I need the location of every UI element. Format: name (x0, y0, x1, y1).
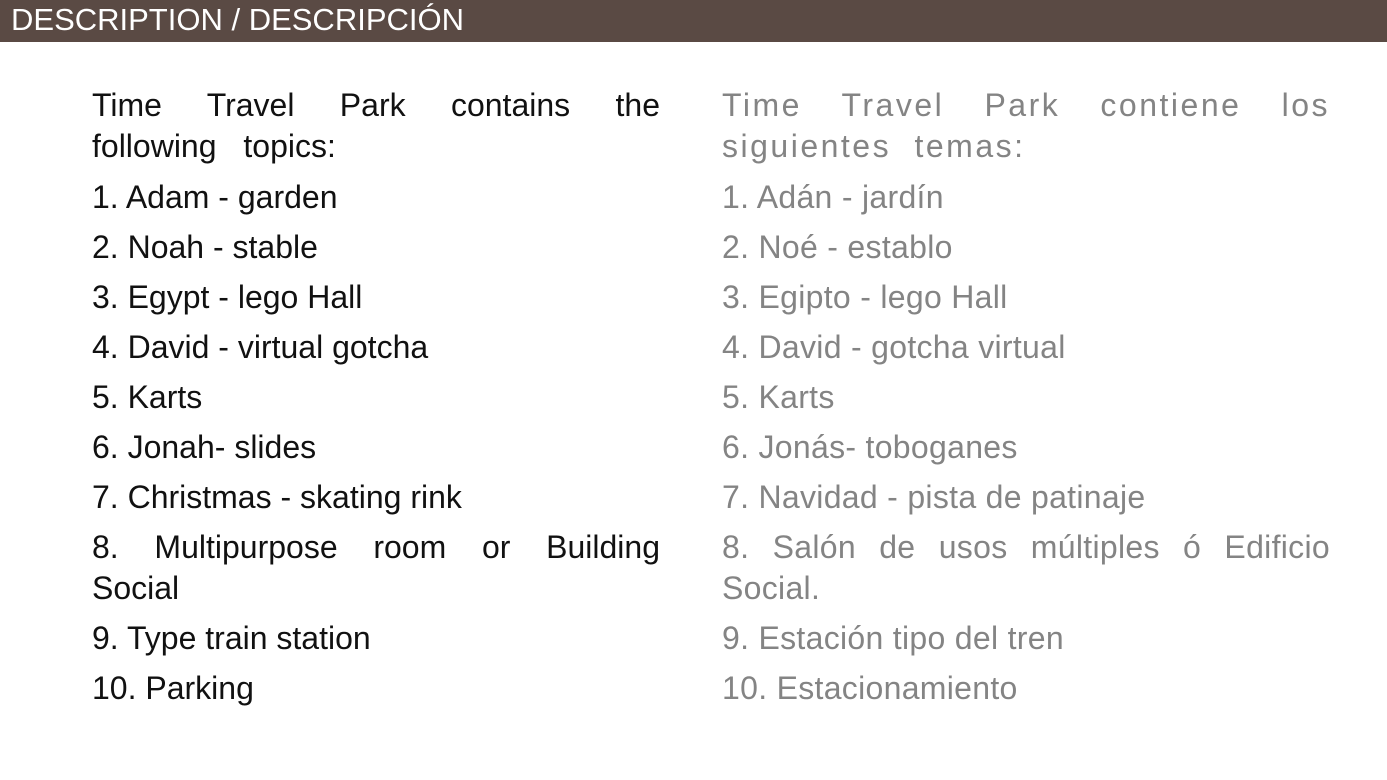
spanish-topic-6: 6. Jonás- toboganes (722, 429, 1018, 465)
english-column (92, 85, 660, 718)
english-topic-3: 3. Egypt - lego Hall (92, 279, 363, 315)
spanish-topic-10: 10. Estacionamiento (722, 670, 1018, 706)
english-topic-4: 4. David - virtual gotcha (92, 329, 429, 365)
spanish-column (722, 85, 1330, 718)
spanish-topic-9: 9. Estación tipo del tren (722, 620, 1064, 656)
spanish-topic-5: 5. Karts (722, 379, 835, 415)
spanish-topic-2: 2. Noé - establo (722, 229, 953, 265)
spanish-topic-8: 8. Salón de usos múltiples ó Edificio Social. (722, 529, 1330, 606)
header-bar (0, 0, 1387, 42)
english-topic-9: 9. Type train station (92, 620, 371, 656)
english-topic-10: 10. Parking (92, 670, 254, 706)
english-topic-8: 8. Multipurpose room or Building Social (92, 529, 660, 606)
english-intro: Time Travel Park contains the following topics: (92, 87, 660, 164)
english-topic-1: 1. Adam - garden (92, 179, 338, 215)
spanish-topic-7: 7. Navidad - pista de patinaje (722, 479, 1146, 515)
english-topic-6: 6. Jonah- slides (92, 429, 317, 465)
spanish-topic-1: 1. Adán - jardín (722, 179, 944, 215)
spanish-topic-4: 4. David - gotcha virtual (722, 329, 1066, 365)
english-topic-7: 7. Christmas - skating rink (92, 479, 462, 515)
spanish-intro: Time Travel Park contiene los siguientes temas: (722, 87, 1330, 164)
page-title: DESCRIPTION / DESCRIPCIÓN (11, 2, 464, 37)
spanish-topic-3: 3. Egipto - lego Hall (722, 279, 1008, 315)
english-topic-5: 5. Karts (92, 379, 203, 415)
english-topic-2: 2. Noah - stable (92, 229, 318, 265)
